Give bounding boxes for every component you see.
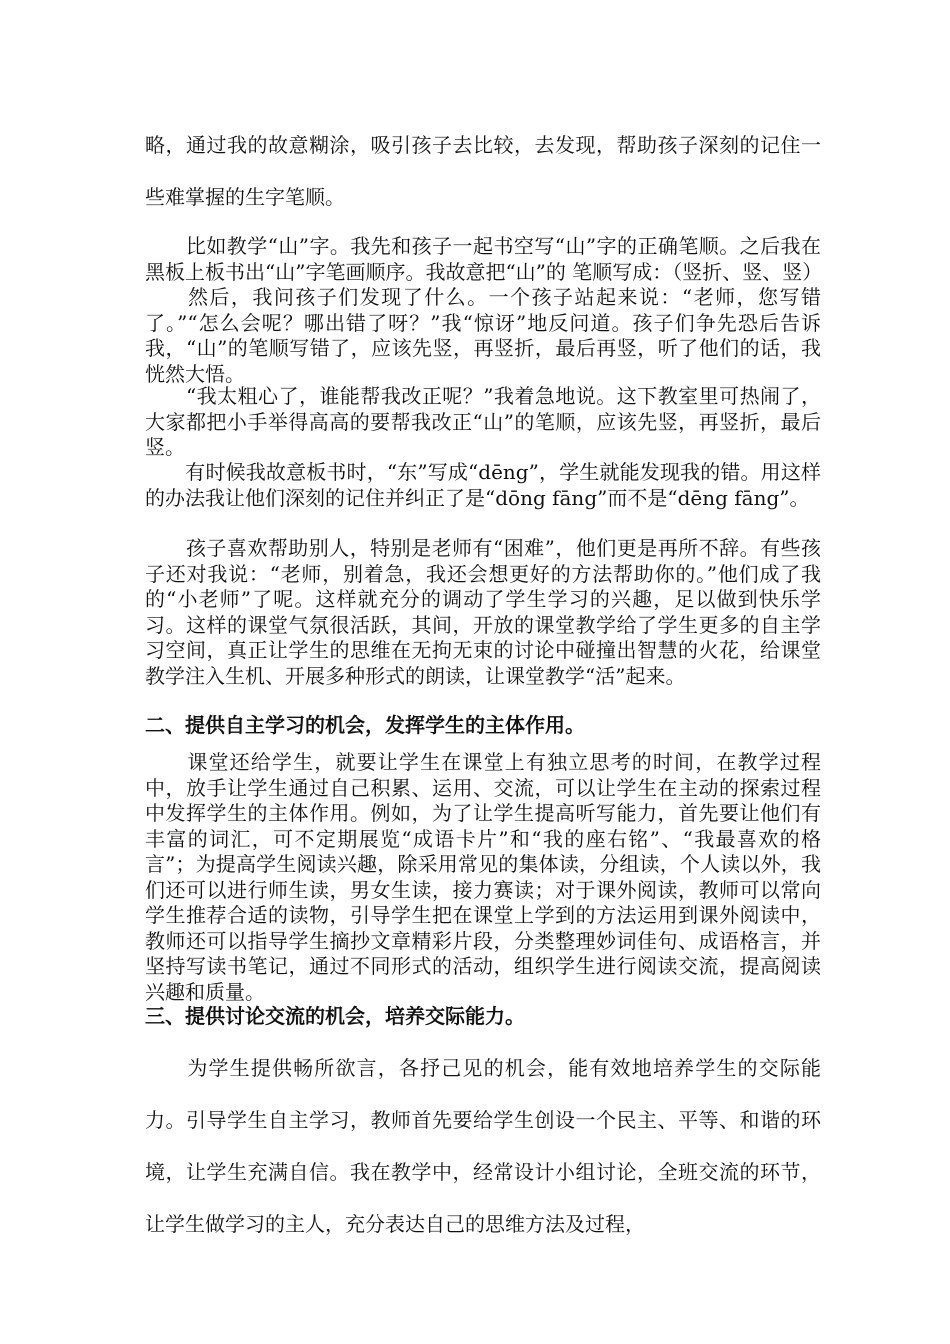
paragraph-help: 孩子喜欢帮助别人，特别是老师有“困难”，他们更是再所不辞。有些孩子还对我说：“老师，别着急，我还会想更好的方法帮助你的。”他们成了我的“小老师”了呢。这样就充分的调动了学生学习的兴趣，足以做到快乐学习。这样的课堂气氛很活跃，其间，开放的课堂教学给了学生更多的自主学习空间，真正让学生的思维在无拘无束的讨论中碰撞出智慧的火花，给课堂教学注入生机、开展多种形式的朗读，让课堂教学“活”起来。 — [145, 536, 821, 688]
section-heading-2: 二、提供自主学习的机会，发挥学生的主体作用。 — [145, 713, 585, 737]
paragraph-section-3: 为学生提供畅所欲言，各抒己见的机会，能有效地培养学生的交际能力。引导学生自主学习，教师首先要给学生创设一个民主、平等、和谐的环境，让学生充满自信。我在教学中，经常设计小组讨论，全班交流的环节，让学生做学习的主人，充分表达自己的思维方法及过程， — [145, 1056, 821, 1236]
paragraph-careless: “我太粗心了，谁能帮我改正呢？”我着急地说。这下教室里可热闹了，大家都把小手举得高高的要帮我改正“山”的笔顺，应该先竖，再竖折，最后竖。 — [145, 384, 821, 459]
paragraph-section-2: 课堂还给学生，就要让学生在课堂上有独立思考的时间，在教学过程中，放手让学生通过自己积累、运用、交流，可以让学生在主动的探索过程中发挥学生的主体作用。例如，为了让学生提高听写能力，首先要让他们有丰富的词汇，可不定期展览“成语卡片”和“我的座右铭”、“我最喜欢的格言”；为提高学生阅读兴趣，除采用常见的集体读，分组读，个人读以外，我们还可以进行师生读，男女生读，接力赛读；对于课外阅读，教师可以常向学生推荐合适的读物，引导学生把在课堂上学到的方法运用到课外阅读中，教师还可以指导学生摘抄文章精彩片段，分类整理妙词佳句、成语格言，并坚持写读书笔记，通过不同形式的活动，组织学生进行阅读交流，提高阅读兴趣和质量。 — [145, 750, 821, 1004]
paragraph-example: 比如教学“山”字。我先和孩子一起书空写“山”字的正确笔顺。之后我在黑板上板书出“山”字笔画顺序。我故意把“山”的 笔顺写成：（竖折、竖、竖） — [145, 234, 823, 284]
paragraph-dong: 有时候我故意板书时，“东”写成“dēng”，学生就能发现我的错。用这样的办法我让他们深刻的记住并纠正了是“dōng fāng”而不是“dēng fāng”。 — [145, 460, 821, 510]
paragraph-intro: 略，通过我的故意糊涂，吸引孩子去比较，去发现，帮助孩子深刻的记住一些难掌握的生字笔顺。 — [145, 133, 821, 209]
section-heading-3: 三、提供讨论交流的机会，培养交际能力。 — [145, 1004, 525, 1028]
paragraph-then: 然后，我问孩子们发现了什么。一个孩子站起来说：“老师，您写错了。”“怎么会呢？哪出错了呀？”我“惊讶”地反问道。孩子们争先恐后告诉我，“山”的笔顺写错了，应该先竖，再竖折，最后再竖，听了他们的话，我恍然大悟。 — [145, 285, 821, 386]
